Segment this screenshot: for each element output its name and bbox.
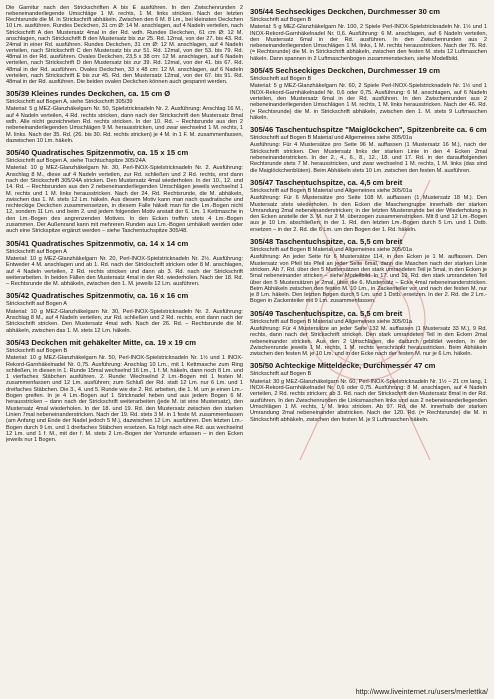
section-title: 305/42 Quadratisches Spitzenmotiv, ca. 16 x 16 cm	[6, 291, 189, 301]
section-body: Material: 5 g MEZ-Glanzhäkelgarn Nr. 100, 2 Spiele Perl-INOX-Spielstricknadeln Nr. 1½ und 1 INOX-Rekord-Garnhäkelnadel Nr. 0,6. Ausführung: 6 M. anschlagen, auf 6 Nadeln verteilen, den Mustersatz 6mal in der Rd. ausführen. In den Zwischenrunden aus 2 nebeneinanderliegenden Umschlägen 1 M. links, 1 M. rechts herausstricken. Nach der 76. Rd. (= Rechtsrunde) die M. in Strickschrift abhäkeln, zwischen den festen M. stets 12 Luftmaschen häkeln. Dann spannen in 2 Luftmaschenbogen zusammenstecken, siehe Modellbild.	[250, 24, 487, 62]
section-title: 305/50 Achteckige Mitteldecke, Durchmesser 47 cm	[250, 361, 436, 371]
section-305-45	[250, 66, 487, 121]
section-lead: Strickschrift auf Bogen B	[250, 371, 312, 378]
section-lead: Strickschrift auf Bogen A	[6, 301, 67, 308]
left-column	[6, 5, 243, 699]
section-title: 305/40 Quadratisches Spitzenmotiv, ca. 15 x 15 cm	[6, 148, 189, 158]
section-lead: Strickschrift auf Bogen B Material und Allgemeines siehe 305/01a	[250, 247, 412, 254]
section-305-47	[250, 178, 487, 233]
section-305-41	[6, 239, 243, 288]
section-305-49	[250, 309, 487, 358]
section-body: Ausführung: Für 6 Mustersätze pro Seite 108 M. auffassen (1 Mustersatz 18 M.). Den Mustersatz stets wiederholen. In den Ecken die Maschengruppe innerhalb der starken Umrandung 2mal nebeneinanderstricken; in der letzten Mustersrunde bei der Wiederholung in den Ecken anstelle der 3. M. nur 2 M. überzogen zusammenstricken. Mit 8 und 12 Lm.-Bogen aus je 10 Lm. abschließen; in der 1. Rd. den letzten Lm.-Bogen durch 5 Lm. und 1 Dstb. ersetzen – in der 2. Rd. die 6 Lm. um den Bogen der 1. Rd. häkeln.	[250, 195, 487, 233]
section-lead: Strickschrift auf Bogen A	[6, 248, 67, 255]
section-305-44	[250, 7, 487, 62]
section-body: Material: 30 g MEZ-Glanzhäkelgarn Nr. 60, Perl-INOX-Spielstricknadeln Nr. 1½ – 21 cm lang, 1 INOX-Rekord-Garnhäkelnadel Nr. 0,6 oder 0,75. Ausführung: 8 M. anschlagen, auf 4 Nadeln verteilen, 2 Rd. rechts stricken; ab 3. Rd. nach der Strickschrift den Mustersatz 8mal in der Rd. ausführen. In den Zwischenrunden die Linksmaschen links und aus 2 nebeneinanderliegenden Umschlägen 1 M. rechts, 1 M. links stricken. Ab 97. Rd. die M. innerhalb der starken Umrandung 2mal nebeneinander abstricken. Nach der 120. Rd. (= Rechtsrunde) die M. in Strickschrift abhäkeln, zwischen den festen M. je 9 Luftmaschen häkeln.	[250, 378, 487, 423]
source-url: http://www.liveinternet.ru/users/merlettka/	[355, 689, 488, 696]
section-305-46	[250, 125, 487, 174]
section-body: Ausführung: An jeder Seite für 6 Mustersätze 114, in den Ecken je 1 M. auffassen. Den Mustersatz von Pfeil bis Pfeil an jeder Seite 6mal, dann die Maschen nach der starken Linie stricken. Ab 7. Rd. über den 5 Mustersätzen den stark umrandeten Teil je 5mal, in den Ecken je 5mal nebeneinander stricken – siehe Modellbild. In 17. und 19. Rd. den stark umrandeten Teil über den 5 Mustersätzen je 2mal, über die 6. Mustersatz – Ecke 4mal nebeneinanderstricken. Beim Abhäkeln zwischen den festen M. 10 Lm., in Zackenteiler vor und nach der festen M. nur je 8 Lm. häkeln. Den letzten Bogen durch 5 Lm. und 1 Dstb. ersetzen. In der 2. Rd. die 2 Lm.-Bogen in Zackenteiler mit 9 Lm. zusammenfassen.	[250, 254, 487, 305]
section-body: Material: 10 g MEZ-Glanzhäkelgarn Nr. 30, Perl-INOX-Spielstricknadeln Nr. 2. Ausführung: Anschlag 8 M., auf 4 Nadeln verteilen, zur Rd. schließen und 2 Rd. rechts, erst dann nach der Strickschrift stricken. Den Mustersatz 4mal wdh. Nach der 26. Rd. – Rechtsrunde die M. abhäkeln, zwischen das 1. M. stets 12 Lm. häkeln.	[6, 308, 243, 334]
section-lead: Strickschrift auf Bogen B	[250, 76, 312, 83]
section-title: 305/44 Sechseckiges Deckchen, Durchmesser 30 cm	[250, 7, 440, 16]
section-title: 305/41 Quadratisches Spitzenmotiv, ca. 14 x 14 cm	[6, 238, 189, 248]
section-lead: Strickschrift auf Bogen B Material und Allgemeines siehe 305/01a	[250, 318, 412, 325]
section-title: 305/45 Sechseckiges Deckchen, Durchmesser 19 cm	[250, 66, 440, 76]
section-body: Material: 10 g MEZ-Glanzhäkelgarn Nr. 20, Perl-INOX-Spielstricknadeln Nr. 2½. Ausführung: Entweder 4 M. anschlagen und ab 1. Rd. nach der Strickschrift stricken oder 8 M. anschlagen, auf 4 Nadeln verteilen, 2 Rd. rechts stricken und dann ab 3. Rd. nach der Strickschrift weiterarbeiten. In beiden Fällen den Mustersatz 4mal in der Rd. wiederholen. Nach der 18. Rd. – Rechtsrunde die M. abhäkeln, zwischen den 1. M. jeweils 12 Lm. ausführen.	[6, 255, 243, 288]
section-body: Material: 10 g MEZ-Glanzhäkelgarn Nr. 30, Perl-INOX-Spielstricknadeln Nr. 2. Ausführung: Anschlag 8 M., diese auf 4 Nadeln verteilen, zur Rd. schließen und 2 Rd. rechts, erst dann nach der Strickschrift 305/24A stricken. Den Mustersatz 4mal wiederholen. In der 10., 12. und 14. Rd. – Rechtsrunden aus den 2 nebeneinanderliegenden Umschlägen jeweils wechselnd 1 M. rechts und 1 M. links herausstricken. Nach der 24. Rd. Rechtsrunde, die M. abhäkeln, zwischen das 1. M. stets 12 Lm. häkeln. Aus diesem Motiv kann man nach quadratische und rechteckige Deckchen zusammensetzen, in diesem Falle häkelt man für die Lm.-Bogen nicht 12, sondern 11 Lm. und beim 2. und jedem folgenden Motiv anstatt der 6. Lm. 1 Kettmasche in den Lm.-Bogen des angrenzenden Motives. In den Ecken treffen stets 4 Lm.-Bogen zusammen. Der Außenrand kann mit mehreren Runden aus Lm.-Bogen umhäkelt werden oder auch eine Strickspitze ergänzt werden – siehe Taschentuchspitze 305/48.	[6, 165, 243, 235]
section-title: 305/46 Taschentuchspitze "Maiglöckchen", Spitzenbreite ca. 6 cm	[250, 125, 487, 135]
right-column	[250, 5, 487, 699]
section-305-50	[250, 361, 487, 422]
intro-text: Die Garnitur nach den Strickschriften A bis E ausführen. In den Zwischenrunden 2 nebeneinanderliegende Umschläge 1 M. rechts, 1 M. links stricken. Nach der letzten Rechtsrunde die M. in Strickschrift abhäkeln. Zwischen den 6 M. 8 Lm., bei kleinsten Deckchen 10 Lm. ausführen. Rundes Deckchen, 31 cm Ø: 14 M. anschlagen, auf 4 Nadeln verteilen, nach Strickschrift A den Mustersatz 4mal in der Rd. wdh. Rundes Deckchen, 61 cm Ø: 12 M. anschlagen, nach Strickschrift B den Mustersatz bis zur 25. Rd. 12mal, von der 27. bis 43. Rd. 24mal in einer Rd. ausführen. Rundes Deckchen, 31 cm Ø: 12 M. anschlagen, auf 4 Nadeln verteilen, nach Strickschrift C den Mustersatz bis zur 51. Rd. 12mal, von der 53. bis 79. Rd. 48mal in der Rd. ausführen. Ovales Deckchen, 23,5 x 38 cm: 12 M. anschlagen, auf 6 Nadeln verteilen, nach Strickschrift D den Mustersatz bis zur 39. Rd. 12mal, von der 41. bis 67. Rd. 48mal in der Rd. ausführen. Ovales Deckchen, 33 x 48 cm: 12 M. anschlagen, auf 6 Nadeln verteilen, nach Strickschrift E bis zur 45. Rd. den Mustersatz 12mal, von der 67. bis 91. Rd. 48mal in der Rd. ausführen. Die beiden ovalen Deckchen können auch gespannt werden.	[6, 5, 243, 85]
section-body: Material: 10 g MEZ-Glanzhäkelgarn Nr. 50, Perl-INOX-Spielstricknadeln Nr. 1½ und 1 INOX-Rekord-Garnhäkelnadel Nr. 0,75. Ausführung: Anschlag 10 Lm., mit 1 Kettmasche zum Ring schließen, in diesen in 1. Runde 15mal wechselnd 16 Lm., 1 f. M. häkeln, dann noch 8 Lm. und 1 vierfaches Stäbchen ausführen. 2. Runde: Wechselnd 2 Lm.-Bogen mit 1 festen M. zusammenfassen und 12 Lm. ausführen; zum Schluß der Rd. statt 12 Lm. nur 6 Lm. und 1 dreifaches Stäbchen. Die 3., 4. und 5. Runde wie die 2. Rd. arbeiten, die 1. M. um je einen Lm.-Bogen greifen. In je 4 Lm.-Bogen auf 1 Stricknadel heben und aus jedem Bogen 6 M. herausstricken – dann nach der Strickschrift weiterarbeiten (jede M. ist eine Mustersatz), den Mustersatz 4mal wiederholen. In der 18. und 19. Rd. den Mustersatz zwischen den starken Linien 7mal nebeneinanderstricken. Nach der 19. Rd. stets 3 M. in 1 feste M. zusammenfassen (am Anfang und Ende der Nadel jedoch 5 M.), dazwischen 12 Lm. ausführen. Den letzten Lm.-Bogen durch 9 Lm. und 1 dreifaches Stäbchen ersetzen. Es folgt nach eine Rd. aus wechselnd 12 Lm. und 1 f. M., mit der f. M. stets 2 Lm.-Bogen der Vorrunde erfassen – in den Ecken jeweils nur 1 Bogen.	[6, 355, 243, 444]
section-lead: Strickschrift auf Bogen B Material und Allgemeines siehe 305/01a	[250, 187, 412, 194]
section-title: 305/39 Kleines rundes Deckchen, ca. 15 cm Ø	[6, 89, 171, 99]
section-body: Material: 5 g MEZ-Glanzhäkelgarn Nr. 50, Spielstricknadeln Nr. 2. Ausführung: Anschlag 16 M., auf 4 Nadeln verteilen, 4 Rd. rechts stricken, dann nach der Strickschrift den Mustersatz 8mal wdh. Alle nicht gezeichneten Rd. rechts stricken. In der 10. Rd. – Rechtsrunde aus den 2 nebeneinanderliegenden Umschlägen 9 M. herausstricken, und zwar wechselnd 1 M. rechts, 1 M. links. Nach der 35. Rd. (26. bis 30. Rd. rechts stricken) je 4 M. in 1 F. M. zusammenfassen, dazwischen 10 Lm. häkeln.	[6, 106, 243, 144]
section-lead: Strickschrift auf Bogen B Material und Allgemeines siehe 305/01a	[250, 135, 412, 142]
section-lead: Strickschrift auf Bogen B	[6, 347, 68, 354]
section-305-39	[6, 89, 243, 144]
section-body: Ausführung: Für 4 Mustersätze pro Seite 96 M. auffassen (1 Mustersatz 16 M.), nach der Strickschrift stricken. Den Mustersatz links der starken Linie in den 4 Ecken 2mal nebeneinanderstricken. In der 2., 4., 6., 8., 12., 18. und 17. Rd. in der darauffolgenden Rechtsrunde stets 7 M. herausstricken, und zwar wechselnd 1 M. rechts, 1 M. links (das sind die Maiglöckchenblüten). Beim Abhäkeln stets 10 Lm. zwischen den festen M. ausführen.	[250, 142, 487, 174]
section-305-40	[6, 148, 243, 235]
section-lead: Strickschrift auf Bogen A, siehe Tischtuchspitze 305/24A	[6, 158, 146, 165]
section-title: 305/49 Taschentuchspitze, ca. 5,5 cm breit	[250, 308, 403, 318]
section-title: 305/48 Taschentuchspitze, ca. 5,5 cm breit	[250, 237, 403, 247]
section-body: Material: 5 g MEZ-Glanzhäkelgarn Nr. 60, 2 Spiele Perl-INOX-Spielstricknadeln Nr. 1½ und 1 INOX-Rekord-Garnhäkelnadel Nr. 0,6 oder 0,75. Ausführung: 6 M. anschlagen, auf 6 Nadeln verteilen, den Mustersatz 6mal in der Rd. ausführen. In den Zwischenrunden aus 2 nebeneinanderliegenden Umschlägen 1 M. rechts, 1 M. links herausstricken. Nach der 46. Rd. (= Rechtsrunde) die M. in Strickschrift abhäkeln, zwischen den 1. M. stets 9 Luftmaschen häkeln.	[250, 83, 487, 121]
section-305-48	[250, 237, 487, 305]
section-body: Ausführung: Für 4 Mustersätze an jeder Seite 132 M. auffassen (1 Mustersatz 33 M.), 9 Rd. rechts, dann nach der Strickschrift stricken. Den stark umrandeten Teil in den Ecken 2mal nebeneinander stricken. Aus den 2 Umschlägen, die dadurch gebildet werden, in der Zwischenrunde jeweils 1 M. rechts, 1 M. rechts verschränkt herausstricken. Beim Abhäkeln zwischen den festen M. je 10 Lm. und in der Ecke nach der festen M. nur je 6 Lm. häkeln.	[250, 325, 487, 358]
section-305-42	[6, 291, 243, 333]
section-lead: Strickschrift auf Bogen B	[250, 17, 312, 23]
section-title: 305/47 Taschentuchspitze, ca. 4,5 cm breit	[250, 177, 403, 187]
section-305-43	[6, 338, 243, 443]
section-title: 305/43 Deckchen mit gehäkelter Mitte, ca. 19 x 19 cm	[6, 337, 196, 347]
section-lead: Strickschrift auf Bogen A, siehe Strickschrift 305/39	[6, 99, 133, 106]
intro-section	[6, 5, 243, 85]
